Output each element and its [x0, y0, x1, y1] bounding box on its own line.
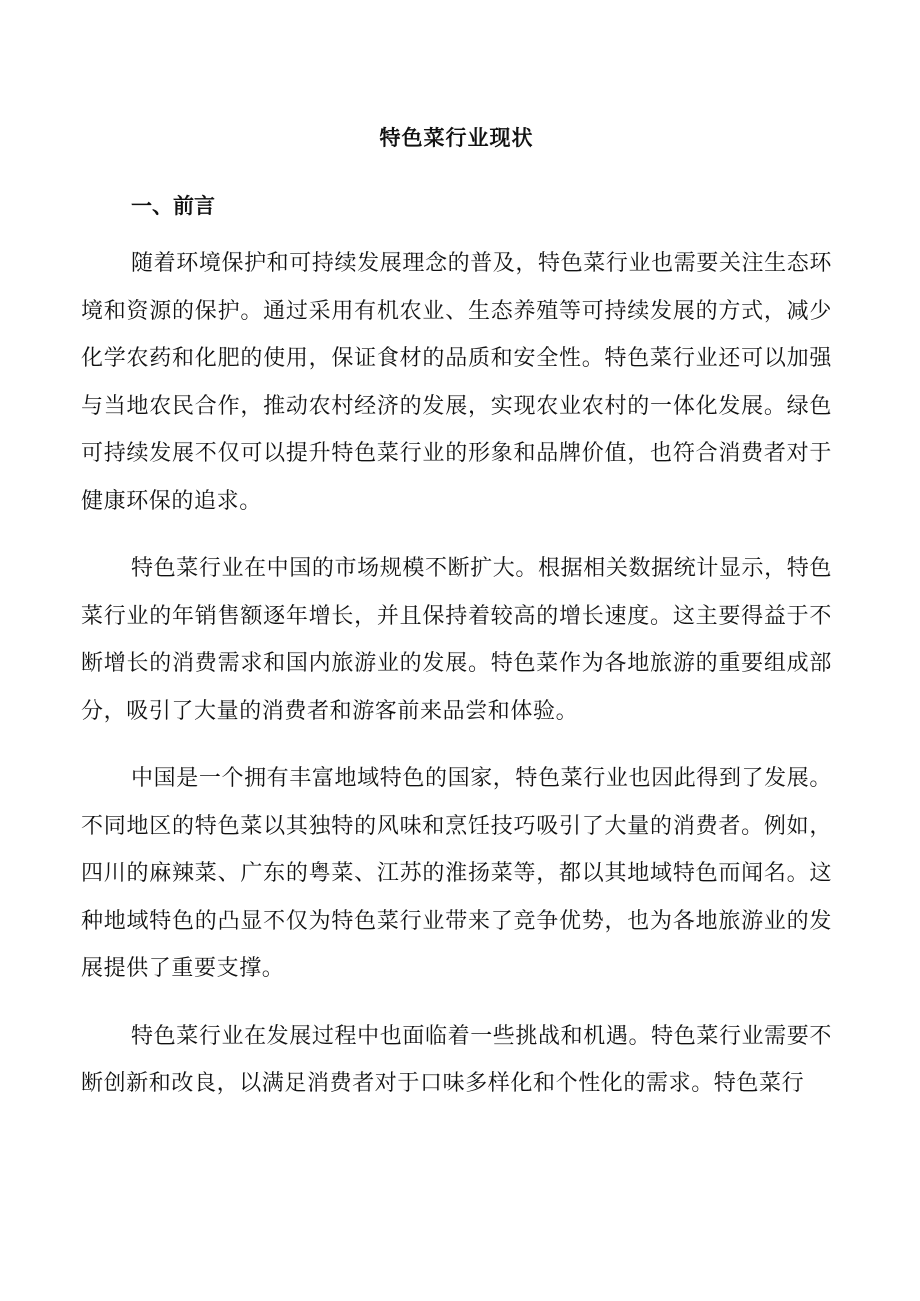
section-heading-preface: 一、前言	[131, 193, 215, 218]
paragraph-1: 随着环境保护和可持续发展理念的普及，特色菜行业也需要关注生态环境和资源的保护。通过采用有机农业、生态养殖等可持续发展的方式，减少化学农药和化肥的使用，保证食材的品质和安全性。特色菜行业还可以加强与当地农民合作，推动农村经济的发展，实现农业农村的一体化发展。绿色可持续发展不仅可以提升特色菜行业的形象和品牌价值，也符合消费者对于健康环保的追求。	[81, 251, 832, 514]
paragraph-3: 中国是一个拥有丰富地域特色的国家，特色菜行业也因此得到了发展。不同地区的特色菜以其独特的风味和烹饪技巧吸引了大量的消费者。例如，四川的麻辣菜、广东的粤菜、江苏的淮扬菜等，都以其地域特色而闻名。这种地域特色的凸显不仅为特色菜行业带来了竞争优势，也为各地旅游业的发展提供了重要支撑。	[81, 766, 832, 981]
document-title: 特色菜行业现状	[379, 125, 534, 150]
paragraph-4: 特色菜行业在发展过程中也面临着一些挑战和机遇。特色菜行业需要不断创新和改良，以满足消费者对于口味多样化和个性化的需求。特色菜行	[81, 1023, 832, 1096]
paragraph-2: 特色菜行业在中国的市场规模不断扩大。根据相关数据统计显示，特色菜行业的年销售额逐年增长，并且保持着较高的增长速度。这主要得益于不断增长的消费需求和国内旅游业的发展。特色菜作为各地旅游的重要组成部分，吸引了大量的消费者和游客前来品尝和体验。	[81, 556, 832, 724]
